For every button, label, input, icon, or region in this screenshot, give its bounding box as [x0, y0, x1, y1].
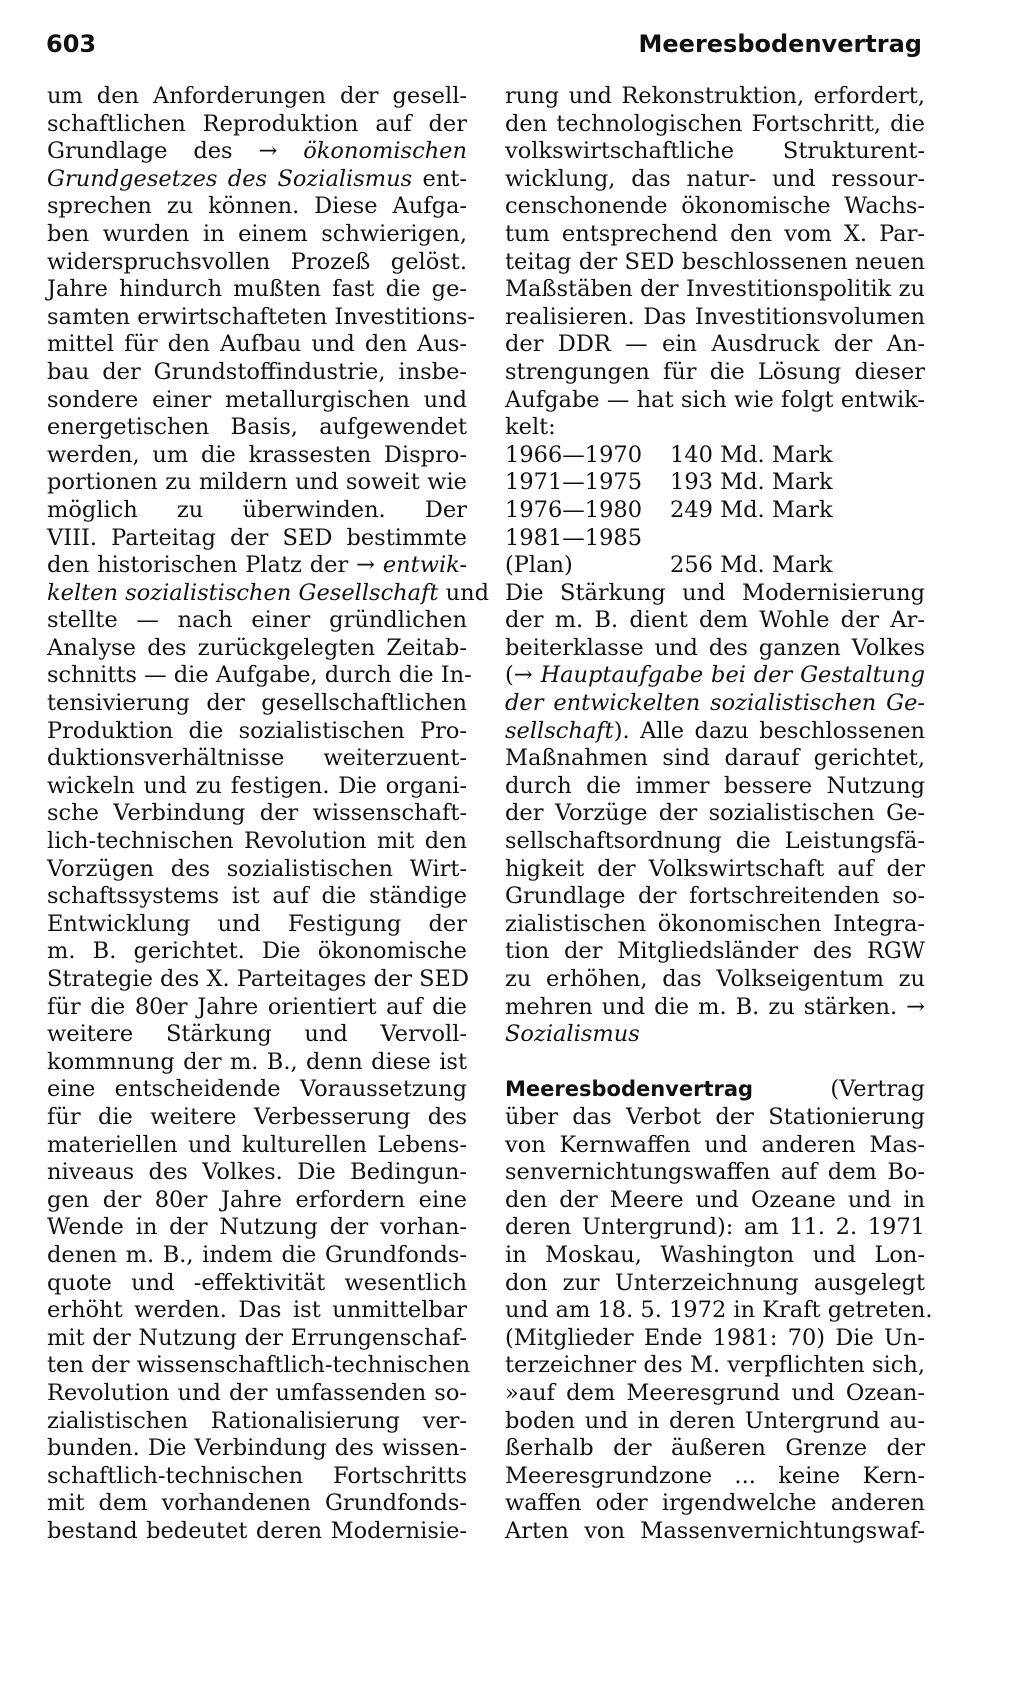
text-line: [505, 111, 925, 139]
text-run: bunden. Die Verbindung des wissen-: [47, 1435, 467, 1462]
table-row: [505, 497, 925, 525]
period-cell: 1966—1970: [505, 441, 643, 468]
cross-reference-italic: Sozialismus: [505, 1021, 640, 1048]
text-run: zialistischen Rationalisierung ver-: [47, 1407, 467, 1434]
text-line: [505, 1463, 925, 1491]
text-line: [505, 249, 925, 277]
text-line: [47, 1132, 467, 1160]
text-line: [505, 1325, 925, 1353]
text-line: [505, 138, 925, 166]
text-line: [505, 387, 925, 415]
text-line: [505, 166, 925, 194]
text-run: Arten von Massenvernichtungswaf-: [505, 1517, 925, 1544]
text-line: [505, 745, 925, 773]
text-line: [47, 276, 467, 304]
table-row: [505, 442, 925, 470]
text-line: [47, 1187, 467, 1215]
text-line: [47, 1352, 471, 1380]
text-run: den historischen Platz der →: [47, 552, 383, 579]
text-line: [505, 1297, 933, 1325]
table-row: [505, 552, 925, 580]
text-run: quote und -effektivität wesentlich: [47, 1269, 467, 1296]
text-run: Grundlage der fortschreitenden so-: [505, 883, 925, 910]
running-head: [46, 30, 922, 64]
cross-reference-italic: der entwickelten sozialistischen Ge-: [505, 690, 925, 717]
text-run: deren Untergrund): am 11. 2. 1971: [505, 1214, 925, 1241]
page-number: 603: [46, 30, 97, 58]
text-line: [505, 911, 925, 939]
text-run: gen der 80er Jahre erfordern eine: [47, 1186, 467, 1213]
period-cell: 1971—1975: [505, 469, 643, 496]
text-line: [47, 938, 467, 966]
text-run: mit dem vorhandenen Grundfonds-: [47, 1490, 467, 1517]
text-run: schaftlich-technischen Fortschritts: [47, 1462, 467, 1489]
text-line: [47, 1049, 467, 1077]
period-cell: 1981—1985: [505, 524, 643, 551]
text-line: [505, 883, 925, 911]
text-line: [47, 552, 467, 580]
text-run: Entwicklung und Festigung der: [47, 910, 467, 937]
text-line: [47, 1518, 467, 1546]
text-run: ). Alle dazu beschlossenen: [613, 717, 925, 744]
text-line: [47, 331, 467, 359]
text-run: um den Anforderungen der gesell-: [47, 83, 467, 109]
text-run: Wende in der Nutzung der vorhan-: [47, 1214, 467, 1241]
text-run: higkeit der Volkswirtschaft auf der: [505, 855, 925, 882]
text-line: [47, 800, 467, 828]
text-line: [505, 856, 925, 884]
text-line: [47, 1435, 467, 1463]
text-run: von Kernwaffen und anderen Mas-: [505, 1131, 925, 1158]
text-run: Produktion die sozialistischen Pro-: [47, 717, 467, 744]
text-run: kelt:: [505, 414, 556, 441]
text-line: [505, 1104, 925, 1132]
text-run: portionen zu mildern und soweit wie: [47, 469, 467, 496]
text-run: don zur Unterzeichnung ausgelegt: [505, 1269, 925, 1296]
text-line: [47, 1214, 467, 1242]
text-line: [505, 359, 925, 387]
text-line: [505, 690, 925, 718]
text-line: [505, 414, 925, 442]
text-run: tum entsprechend den vom X. Par-: [505, 220, 925, 247]
text-line: [47, 387, 467, 415]
text-line: [47, 442, 467, 470]
text-line: [47, 221, 467, 249]
text-run: Analyse des zurückgelegten Zeitab-: [47, 634, 467, 661]
text-run: m. B. gerichtet. Die ökonomische: [47, 938, 467, 965]
text-run: beiterklasse und des ganzen Volkes: [505, 634, 925, 661]
text-line: [47, 911, 467, 939]
text-run: denen m. B., indem die Grundfonds-: [47, 1241, 467, 1268]
table-row: [505, 525, 925, 553]
text-line: [47, 662, 472, 690]
cross-reference-italic: ökonomischen: [303, 138, 467, 165]
text-run: Strategie des X. Parteitages der SED: [47, 966, 470, 992]
text-run: ent-: [412, 165, 467, 192]
text-run: wicklung, das natur- und ressour-: [505, 165, 925, 192]
text-line: [47, 773, 467, 801]
text-line: [47, 111, 467, 139]
text-line: [505, 773, 925, 801]
text-run: terzeichner des M. verpflichten sich,: [505, 1352, 925, 1379]
period-cell: (Plan): [505, 552, 573, 579]
text-run: sellschaftsordnung die Leistungsfä-: [505, 828, 925, 855]
amount-cell: 140 Md. Mark: [670, 441, 833, 468]
text-line: [505, 1435, 925, 1463]
text-run: für die 80er Jahre orientiert auf die: [47, 993, 467, 1020]
paragraph-gap: [505, 1049, 925, 1077]
text-line: [505, 1132, 925, 1160]
text-line: [505, 1518, 925, 1546]
text-line: [47, 828, 467, 856]
text-run: Vorzügen des sozialistischen Wirt-: [47, 855, 467, 882]
text-line: [505, 800, 925, 828]
text-run: bau der Grundstoffindustrie, insbe-: [47, 358, 467, 385]
text-run: werden, um die krassesten Dispro-: [47, 441, 467, 468]
text-line: [47, 83, 467, 111]
text-line: [505, 1187, 925, 1215]
text-line: [505, 1380, 925, 1408]
text-line: [47, 138, 467, 166]
text-run: rung und Rekonstruktion, erfordert,: [505, 83, 925, 109]
text-run: Jahre hindurch mußten fast die ge-: [47, 276, 467, 303]
text-run: weitere Stärkung und Vervoll-: [47, 1021, 467, 1048]
text-run: Die Stärkung und Modernisierung: [505, 579, 925, 606]
text-line: [505, 1076, 925, 1104]
entry-keyword: Meeresbodenvertrag: [505, 1077, 754, 1102]
text-run: lich-technischen Revolution mit den: [47, 828, 467, 855]
text-run: mehren und die m. B. zu stärken. →: [505, 993, 925, 1020]
text-run: »auf dem Meeresgrund und Ozean-: [505, 1379, 925, 1406]
text-run: bestand bedeutet deren Modernisie-: [47, 1517, 467, 1544]
text-line: [505, 1352, 925, 1380]
cross-reference-italic: kelten sozialistischen Gesellschaft: [47, 579, 439, 606]
text-run: durch die immer bessere Nutzung: [505, 772, 925, 799]
text-run: energetischen Basis, aufgewendet: [47, 414, 467, 441]
amount-cell: 256 Md. Mark: [670, 552, 833, 579]
text-run: schnitts — die Aufgabe, durch die In-: [47, 662, 472, 689]
text-line: [47, 579, 489, 608]
text-run: Grundlage des →: [47, 138, 304, 165]
text-run: schaftssystems ist auf die ständige: [47, 883, 467, 910]
text-line: [47, 745, 467, 773]
text-line: [47, 469, 467, 497]
text-run: erhöht werden. Das ist unmittelbar: [47, 1297, 467, 1324]
text-run: realisieren. Das Investitionsvolumen: [505, 303, 925, 330]
text-line: [505, 193, 925, 221]
text-run: Revolution und der umfassenden so-: [47, 1379, 467, 1406]
text-run: sprechen zu können. Diese Aufga-: [47, 193, 467, 220]
text-line: [47, 193, 467, 221]
text-line: [47, 249, 467, 277]
right-column-top-text: [505, 83, 925, 442]
text-line: [505, 331, 925, 359]
text-line: [47, 359, 467, 387]
text-run: (→: [505, 662, 541, 689]
text-run: tion der Mitgliedsländer des RGW: [505, 938, 925, 965]
text-line: [505, 1021, 925, 1049]
text-run: niveaus des Volkes. Die Bedingun-: [47, 1159, 467, 1186]
text-run: teitag der SED beschlossenen neuen: [505, 248, 925, 275]
right-column-middle-text: [505, 580, 925, 1049]
text-run: der DDR — ein Ausdruck der An-: [505, 331, 925, 358]
text-run: für die weitere Verbesserung des: [47, 1103, 467, 1130]
text-line: [47, 856, 467, 884]
text-line: [505, 1159, 925, 1187]
text-line: [505, 1490, 925, 1518]
text-line: [505, 221, 925, 249]
period-cell: 1976—1980: [505, 496, 643, 523]
text-run: den der Meere und Ozeane und in: [505, 1186, 925, 1213]
text-run: ßerhalb der äußeren Grenze der: [505, 1435, 925, 1462]
table-row: [505, 469, 925, 497]
text-line: [505, 276, 925, 304]
text-run: VIII. Parteitag der SED bestimmte: [47, 524, 467, 551]
text-line: [505, 83, 925, 111]
text-line: [47, 1463, 467, 1491]
cross-reference-italic: Grundgesetzes des Sozialismus: [47, 165, 413, 192]
running-title: Meeresbodenvertrag: [638, 30, 922, 58]
text-run: schaftlichen Reproduktion auf der: [47, 110, 467, 137]
dictionary-entry-meeresbodenvertrag: [505, 1076, 933, 1545]
text-run: widerspruchsvollen Prozeß gelöst.: [47, 248, 467, 275]
amount-cell: 249 Md. Mark: [670, 496, 833, 523]
left-column: [47, 83, 489, 1545]
cross-reference-italic: Hauptaufgabe bei der Gestaltung: [540, 662, 925, 689]
text-line: [47, 414, 467, 442]
text-line: [47, 883, 467, 911]
text-line: [47, 718, 467, 746]
text-run: tensivierung der gesellschaftlichen: [47, 690, 467, 717]
text-run: mittel für den Aufbau und den Aus-: [47, 331, 467, 358]
text-line: [47, 1297, 467, 1325]
text-run: volkswirtschaftliche Strukturent-: [505, 138, 925, 165]
text-run: samten erwirtschafteten Investitions-: [47, 303, 475, 330]
text-run: der Vorzüge der sozialistischen Ge-: [505, 800, 925, 827]
text-line: [505, 304, 925, 332]
text-line: [47, 966, 470, 994]
text-run: boden und in deren Untergrund au-: [505, 1407, 925, 1434]
cross-reference-italic: sellschaft: [505, 717, 614, 744]
text-run: den technologischen Fortschritt, die: [505, 110, 925, 137]
text-run: materiellen und kulturellen Lebens-: [47, 1131, 467, 1158]
text-run: censchonende ökonomische Wachs-: [505, 193, 925, 220]
amount-cell: 193 Md. Mark: [670, 469, 833, 496]
text-run: (Mitglieder Ende 1981: 70) Die Un-: [505, 1324, 925, 1351]
text-run: senvernichtungswaffen auf dem Bo-: [505, 1159, 925, 1186]
text-line: [47, 1242, 467, 1270]
text-line: [505, 580, 925, 608]
text-line: [505, 828, 925, 856]
text-line: [505, 1214, 925, 1242]
text-line: [47, 635, 467, 663]
text-line: [47, 497, 467, 525]
text-run: möglich zu überwinden. Der: [47, 496, 467, 523]
text-line: [47, 303, 475, 332]
text-line: [47, 1104, 467, 1132]
text-line: [47, 1325, 467, 1353]
text-line: [505, 718, 925, 746]
text-line: [47, 525, 467, 553]
text-run: eine entscheidende Voraussetzung: [47, 1076, 467, 1103]
text-line: [47, 166, 467, 194]
text-run: waffen oder irgendwelche anderen: [505, 1490, 925, 1517]
text-line: [505, 938, 925, 966]
text-run: in Moskau, Washington und Lon-: [505, 1241, 925, 1268]
text-run: (Vertrag: [753, 1076, 925, 1103]
text-line: [47, 1490, 467, 1518]
text-line: [505, 966, 925, 994]
cross-reference-italic: entwik-: [382, 552, 467, 579]
text-line: [505, 1270, 925, 1298]
text-line: [47, 1076, 467, 1104]
text-line: [505, 1242, 925, 1270]
right-column: [505, 83, 933, 1545]
text-run: zialistischen ökonomischen Integra-: [505, 910, 925, 937]
text-run: Maßnahmen sind darauf gerichtet,: [505, 745, 925, 772]
text-line: [505, 635, 925, 663]
text-line: [47, 607, 467, 635]
text-run: ben wurden in einem schwierigen,: [47, 220, 467, 247]
text-run: und: [438, 579, 489, 606]
text-run: kommnung der m. B., denn diese ist: [47, 1048, 467, 1075]
text-run: sondere einer metallurgischen und: [47, 386, 467, 413]
text-run: wickeln und zu festigen. Die organi-: [47, 772, 467, 799]
text-run: und am 18. 5. 1972 in Kraft getreten.: [505, 1297, 933, 1324]
text-line: [47, 690, 467, 718]
text-line: [47, 1021, 467, 1049]
text-run: sche Verbindung der wissenschaft-: [47, 800, 467, 827]
text-run: ten der wissenschaftlich-technischen: [47, 1352, 471, 1379]
text-run: strengungen für die Lösung dieser: [505, 358, 925, 385]
text-run: Maßstäben der Investitionspolitik zu: [505, 276, 925, 303]
text-line: [505, 994, 925, 1022]
text-line: [47, 1270, 467, 1298]
text-run: über das Verbot der Stationierung: [505, 1103, 925, 1130]
text-run: Aufgabe — hat sich wie folgt entwik-: [505, 386, 925, 413]
text-line: [47, 994, 467, 1022]
text-run: mit der Nutzung der Errungenschaf-: [47, 1324, 467, 1351]
text-run: stellte — nach einer gründlichen: [47, 607, 467, 634]
text-line: [505, 1408, 925, 1436]
text-line: [47, 1380, 467, 1408]
text-line: [505, 607, 925, 635]
investment-table: [505, 442, 925, 580]
text-run: Meeresgrundzone ... keine Kern-: [505, 1462, 925, 1489]
text-run: der m. B. dient dem Wohle der Ar-: [505, 607, 925, 634]
text-line: [47, 1408, 467, 1436]
text-line: [505, 662, 925, 690]
text-run: duktionsverhältnisse weiterzuent-: [47, 745, 467, 772]
text-line: [47, 1159, 467, 1187]
text-run: zu erhöhen, das Volkseigentum zu: [505, 966, 925, 992]
